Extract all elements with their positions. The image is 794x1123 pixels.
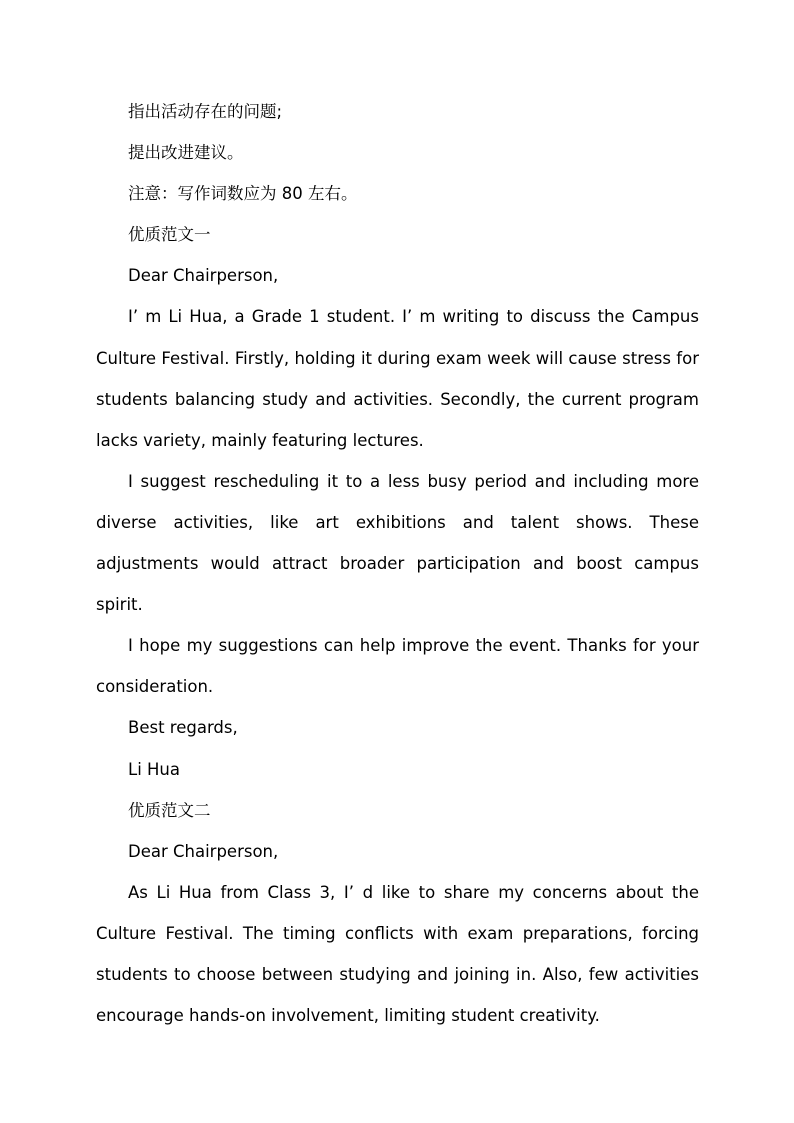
essay-two-salutation: Dear Chairperson,	[128, 841, 279, 861]
essay-one-closing: Best regards,	[128, 718, 238, 738]
word-count-note: 注意：写作词数应为 80 左右。	[128, 184, 358, 204]
document-body	[96, 91, 699, 1036]
essay-two-paragraph-1: As Li Hua from Class 3, I’ d like to share my concerns about the Culture Festival. The timing conflicts with exam preparations, forcing students to choose between studying and joining in. Also, few activities encourage hands-on involvement, limiting student creativity.	[96, 882, 699, 1026]
requirement-point-problems: 指出活动存在的问题;	[128, 102, 283, 121]
requirement-point-suggestions: 提出改进建议。	[128, 143, 244, 163]
essay-one-signature: Li Hua	[128, 759, 180, 779]
essay-one-paragraph-2: I suggest rescheduling it to a less busy period and including more diverse activities, like art exhibitions and talent shows. These adjustments would attract broader participation and boost campus spirit.	[96, 471, 699, 615]
essay-one-paragraph-1: I’ m Li Hua, a Grade 1 student. I’ m writing to discuss the Campus Culture Festival. Firstly, holding it during exam week will cause stress for students balancing study and activities. Secondly, the current program lacks variety, mainly featuring lectures.	[96, 307, 699, 450]
sample-essay-two-heading: 优质范文二	[128, 800, 211, 820]
essay-one-paragraph-3: I hope my suggestions can help improve the event. Thanks for your consideration.	[96, 636, 699, 697]
essay-one-salutation: Dear Chairperson,	[128, 266, 279, 286]
sample-essay-one-heading: 优质范文一	[128, 225, 211, 245]
